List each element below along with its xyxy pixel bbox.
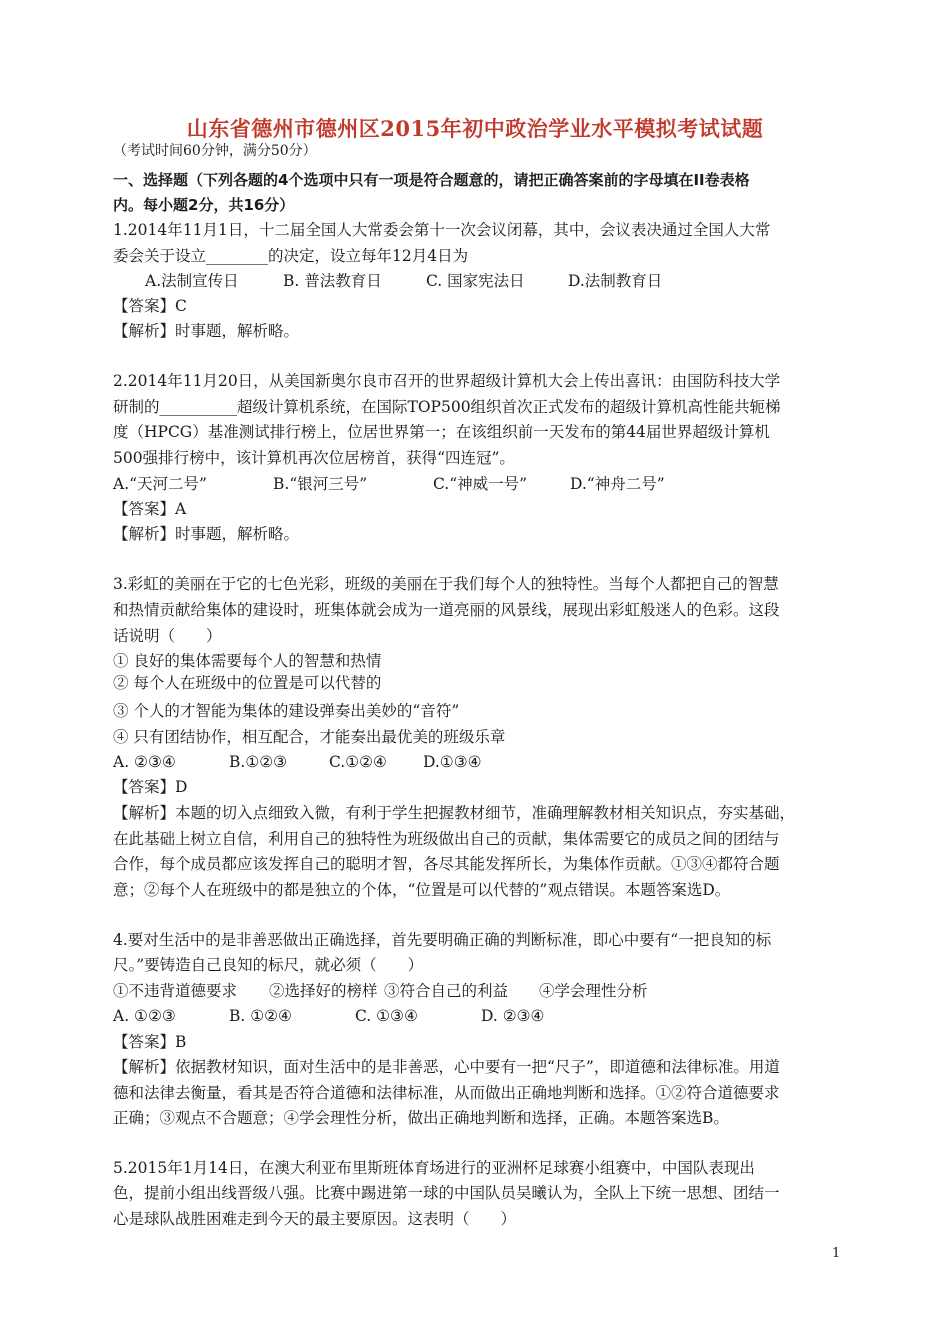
- q2-stem-line2: 研制的__________超级计算机系统，在国际TOP500组织首次正式发布的超级计算机高性能共轭梯: [113, 398, 781, 416]
- q2-option-d: D.“神舟二号”: [570, 475, 665, 493]
- q4-option-a: A. ①②③: [113, 1007, 176, 1025]
- page-title: 山东省德州市德州区2015年初中政治学业水平模拟考试试题: [186, 116, 764, 141]
- q4-option-d: D. ②③④: [481, 1007, 545, 1025]
- q3-option-d: D.①③④: [423, 753, 482, 771]
- q3-analysis-line3: 合作，每个成员都应该发挥自己的聪明才智，各尽其能发挥所长，为集体作贡献。①③④都符合题: [113, 855, 780, 873]
- q2-option-a: A.“天河二号”: [113, 475, 207, 493]
- page-number: 1: [832, 1246, 841, 1261]
- q1-options: [145, 271, 662, 291]
- exam-info: （考试时间60分钟，满分50分）: [113, 143, 317, 159]
- section-heading-line1: 一、选择题（下列各题的4个选项中只有一项是符合题意的，请把正确答案前的字母填在II卷表格: [113, 171, 750, 189]
- q4-analysis-line2: 德和法律去衡量，看其是否符合道德和法律标准，从而做出正确地判断和选择。①②符合道德要求: [113, 1084, 780, 1102]
- q1-analysis: 【解析】时事题，解析略。: [113, 322, 300, 340]
- q2-option-c: C.“神威一号”: [433, 475, 528, 493]
- q4-answer: 【答案】B: [113, 1033, 187, 1051]
- q5-stem-line3: 心是球队战胜困难走到今天的最主要原因。这表明（ ）: [113, 1210, 517, 1228]
- q1-option-a: A.法制宣传日: [145, 272, 239, 290]
- q4-statement-2: ②选择好的榜样: [269, 982, 378, 1000]
- q2-analysis: 【解析】时事题，解析略。: [113, 525, 300, 543]
- q3-option-c: C.①②④: [329, 753, 387, 771]
- q2-stem-line1: 2.2014年11月20日，从美国新奥尔良市召开的世界超级计算机大会上传出喜讯：由国防科技大学: [113, 372, 781, 390]
- q2-answer: 【答案】A: [113, 500, 187, 518]
- section-heading-line2: 内。每小题2分，共16分）: [113, 196, 295, 214]
- q3-stem-line3: 话说明（ ）: [113, 627, 222, 645]
- q2-option-b: B.“银河三号”: [273, 475, 368, 493]
- q3-statement-2: ② 每个人在班级中的位置是可以代替的: [113, 674, 382, 692]
- q1-stem-line1: 1.2014年11月1日，十二届全国人大常委会第十一次会议闭幕，其中，会议表决通过全国人大常: [113, 221, 771, 239]
- q4-stem-line1: 4.要对生活中的是非善恶做出正确选择，首先要明确正确的判断标准，即心中要有“一把良知的标: [113, 931, 772, 949]
- q1-option-d: D.法制教育日: [568, 272, 663, 290]
- q3-analysis-line4: 意；②每个人在班级中的都是独立的个体，“位置是可以代替的”观点错误。本题答案选D。: [113, 881, 731, 899]
- q4-statement-1: ①不违背道德要求: [113, 982, 238, 1000]
- q2-stem-line4: 500强排行榜中，该计算机再次位居榜首，获得“四连冠”。: [113, 449, 515, 467]
- q5-stem-line1: 5.2015年1月14日，在澳大利亚布里斯班体育场进行的亚洲杯足球赛小组赛中，中国队表现出: [113, 1159, 755, 1177]
- q3-stem-line1: 3.彩虹的美丽在于它的七色光彩，班级的美丽在于我们每个人的独特性。当每个人都把自己的智慧: [113, 575, 779, 593]
- q4-statement-3: ③符合自己的利益: [384, 982, 509, 1000]
- q3-options: [113, 752, 482, 772]
- q4-analysis-line1: 【解析】依据教材知识，面对生活中的是非善恶，心中要有一把“尺子”，即道德和法律标准。用道: [113, 1058, 780, 1076]
- q4-analysis-line3: 正确；③观点不合题意；④学会理性分析，做出正确地判断和选择，正确。本题答案选B。: [113, 1109, 729, 1127]
- q3-stem-line2: 和热情贡献给集体的建设时，班集体就会成为一道亮丽的风景线，展现出彩虹般迷人的色彩。这段: [113, 601, 780, 619]
- q3-option-b: B.①②③: [229, 753, 288, 771]
- q4-statement-4: ④学会理性分析: [539, 982, 648, 1000]
- q3-statement-3: ③ 个人的才智能为集体的建设弹奏出美妙的“音符”: [113, 702, 460, 720]
- q2-options: [113, 474, 665, 494]
- q3-answer: 【答案】D: [113, 778, 188, 796]
- q3-analysis-line2: 在此基础上树立自信，利用自己的独特性为班级做出自己的贡献，集体需要它的成员之间的团结与: [113, 830, 780, 848]
- q5-stem-line2: 色，提前小组出线晋级八强。比赛中踢进第一球的中国队员吴曦认为，全队上下统一思想、团结一: [113, 1184, 780, 1202]
- q3-option-a: A. ②③④: [113, 753, 176, 771]
- q1-answer: 【答案】C: [113, 297, 187, 315]
- q3-statement-1: ① 良好的集体需要每个人的智慧和热情: [113, 652, 382, 670]
- q3-statement-4: ④ 只有团结协作，相互配合，才能奏出最优美的班级乐章: [113, 728, 506, 746]
- q1-option-b: B. 普法教育日: [283, 272, 382, 290]
- q3-analysis-line1: 【解析】本题的切入点细致入微，有利于学生把握教材细节，准确理解教材相关知识点，夯实基础，: [113, 804, 796, 822]
- q4-statements: [113, 981, 648, 1001]
- q4-option-c: C. ①③④: [355, 1007, 418, 1025]
- q1-stem-line2: 委会关于设立________的决定，设立每年12月4日为: [113, 247, 469, 265]
- q4-stem-line2: 尺。”要铸造自己良知的标尺，就必须（ ）: [113, 956, 424, 974]
- q2-stem-line3: 度（HPCG）基准测试排行榜上，位居世界第一；在该组织前一天发布的第44届世界超级计算机: [113, 423, 770, 441]
- q4-option-b: B. ①②④: [229, 1007, 292, 1025]
- q4-options: [113, 1006, 544, 1026]
- q1-option-c: C. 国家宪法日: [426, 272, 525, 290]
